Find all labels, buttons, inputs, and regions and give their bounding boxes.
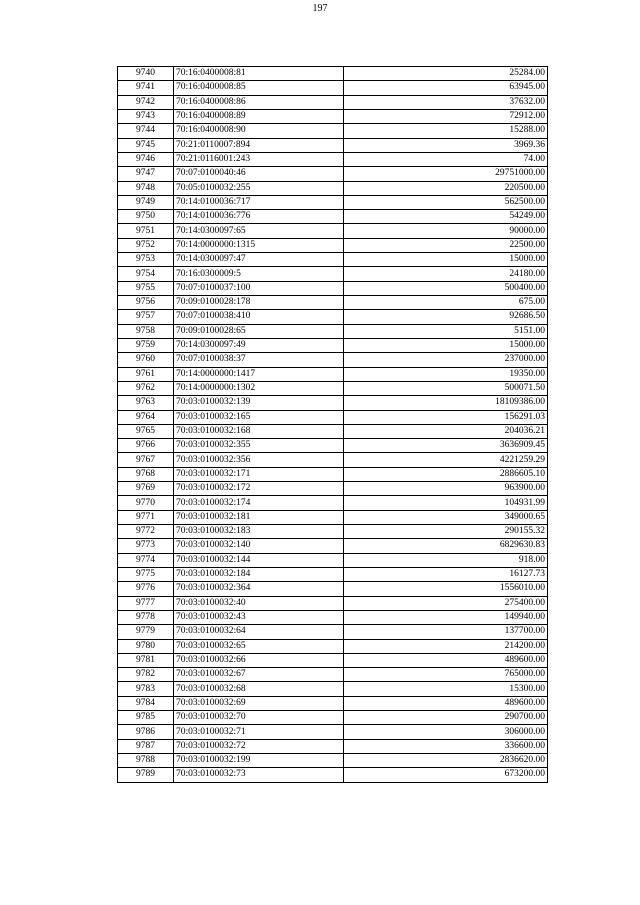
table-row (118, 739, 548, 753)
amount-cell: 92686.50 (344, 310, 548, 324)
amount-cell: 29751000.00 (344, 167, 548, 181)
amount-cell: 24180.00 (344, 267, 548, 281)
amount-cell: 15000.00 (344, 338, 548, 352)
amount-cell: 2886605.10 (344, 467, 548, 481)
amount-cell: 6829630.83 (344, 539, 548, 553)
cadastral-number-cell: 70:16:0300009:5 (174, 267, 344, 281)
row-number-cell: 9777 (118, 596, 174, 610)
cadastral-number-cell: 70:16:0400008:89 (174, 109, 344, 123)
row-number-cell: 9781 (118, 653, 174, 667)
row-number-cell: 9773 (118, 539, 174, 553)
amount-cell: 15288.00 (344, 124, 548, 138)
table-row (118, 95, 548, 109)
amount-cell: 500071.50 (344, 381, 548, 395)
row-number-cell: 9778 (118, 610, 174, 624)
row-number-cell: 9785 (118, 711, 174, 725)
table-row (118, 439, 548, 453)
table-row (118, 768, 548, 782)
table-row (118, 725, 548, 739)
table-row (118, 67, 548, 81)
table-row (118, 639, 548, 653)
amount-cell: 137700.00 (344, 625, 548, 639)
cadastral-number-cell: 70:03:0100032:66 (174, 653, 344, 667)
table-row (118, 109, 548, 123)
row-number-cell: 9761 (118, 367, 174, 381)
cadastral-number-cell: 70:03:0100032:43 (174, 610, 344, 624)
amount-cell: 489600.00 (344, 696, 548, 710)
table-row (118, 754, 548, 768)
cadastral-number-cell: 70:03:0100032:144 (174, 553, 344, 567)
table-row (118, 338, 548, 352)
row-number-cell: 9772 (118, 525, 174, 539)
amount-cell: 15300.00 (344, 682, 548, 696)
row-number-cell: 9776 (118, 582, 174, 596)
row-number-cell: 9740 (118, 67, 174, 81)
row-number-cell: 9762 (118, 381, 174, 395)
cadastral-number-cell: 70:07:0100038:410 (174, 310, 344, 324)
amount-cell: 963900.00 (344, 482, 548, 496)
cadastral-number-cell: 70:03:0100032:364 (174, 582, 344, 596)
row-number-cell: 9787 (118, 739, 174, 753)
cadastral-number-cell: 70:09:0100028:178 (174, 296, 344, 310)
cadastral-number-cell: 70:03:0100032:183 (174, 525, 344, 539)
row-number-cell: 9770 (118, 496, 174, 510)
page-number: 197 (312, 3, 328, 14)
cadastral-number-cell: 70:14:0100036:776 (174, 210, 344, 224)
row-number-cell: 9755 (118, 281, 174, 295)
table-row (118, 253, 548, 267)
table-row (118, 424, 548, 438)
table-row (118, 625, 548, 639)
row-number-cell: 9763 (118, 396, 174, 410)
row-number-cell: 9745 (118, 138, 174, 152)
amount-cell: 290700.00 (344, 711, 548, 725)
cadastral-number-cell: 70:03:0100032:65 (174, 639, 344, 653)
row-number-cell: 9742 (118, 95, 174, 109)
amount-cell: 675.00 (344, 296, 548, 310)
amount-cell: 220500.00 (344, 181, 548, 195)
amount-cell: 104931.99 (344, 496, 548, 510)
table-row (118, 525, 548, 539)
table-row (118, 610, 548, 624)
cadastral-number-cell: 70:03:0100032:171 (174, 467, 344, 481)
table-row (118, 596, 548, 610)
cadastral-number-cell: 70:14:0300097:65 (174, 224, 344, 238)
cadastral-number-cell: 70:07:0100040:46 (174, 167, 344, 181)
table-row (118, 281, 548, 295)
row-number-cell: 9759 (118, 338, 174, 352)
amount-cell: 37632.00 (344, 95, 548, 109)
table-row (118, 195, 548, 209)
table-row (118, 653, 548, 667)
amount-cell: 72912.00 (344, 109, 548, 123)
amount-cell: 22500.00 (344, 238, 548, 252)
cadastral-number-cell: 70:03:0100032:356 (174, 453, 344, 467)
amount-cell: 336600.00 (344, 739, 548, 753)
amount-cell: 3969.36 (344, 138, 548, 152)
amount-cell: 237000.00 (344, 353, 548, 367)
cadastral-number-cell: 70:03:0100032:67 (174, 668, 344, 682)
cadastral-number-cell: 70:03:0100032:73 (174, 768, 344, 782)
cadastral-number-cell: 70:03:0100032:140 (174, 539, 344, 553)
row-number-cell: 9758 (118, 324, 174, 338)
table-row (118, 539, 548, 553)
cadastral-number-cell: 70:03:0100032:184 (174, 567, 344, 581)
table-row (118, 668, 548, 682)
row-number-cell: 9780 (118, 639, 174, 653)
row-number-cell: 9746 (118, 152, 174, 166)
amount-cell: 63945.00 (344, 81, 548, 95)
row-number-cell: 9754 (118, 267, 174, 281)
table-row (118, 711, 548, 725)
table-row (118, 467, 548, 481)
table-row (118, 396, 548, 410)
amount-cell: 765000.00 (344, 668, 548, 682)
row-number-cell: 9786 (118, 725, 174, 739)
cadastral-number-cell: 70:05:0100032:255 (174, 181, 344, 195)
table-row (118, 367, 548, 381)
amount-cell: 290155.32 (344, 525, 548, 539)
amount-cell: 16127.73 (344, 567, 548, 581)
cadastral-number-cell: 70:14:0000000:1302 (174, 381, 344, 395)
amount-cell: 15000.00 (344, 253, 548, 267)
cadastral-number-cell: 70:03:0100032:172 (174, 482, 344, 496)
table-row (118, 682, 548, 696)
row-number-cell: 9764 (118, 410, 174, 424)
row-number-cell: 9757 (118, 310, 174, 324)
registry-table-body (118, 67, 548, 783)
cadastral-number-cell: 70:03:0100032:71 (174, 725, 344, 739)
table-row (118, 510, 548, 524)
amount-cell: 1556010.00 (344, 582, 548, 596)
amount-cell: 74.00 (344, 152, 548, 166)
cadastral-number-cell: 70:03:0100032:174 (174, 496, 344, 510)
row-number-cell: 9788 (118, 754, 174, 768)
cadastral-number-cell: 70:09:0100028:65 (174, 324, 344, 338)
table-row (118, 696, 548, 710)
cadastral-number-cell: 70:16:0400008:85 (174, 81, 344, 95)
table-row (118, 582, 548, 596)
row-number-cell: 9751 (118, 224, 174, 238)
amount-cell: 214200.00 (344, 639, 548, 653)
cadastral-number-cell: 70:16:0400008:90 (174, 124, 344, 138)
cadastral-number-cell: 70:14:0100036:717 (174, 195, 344, 209)
amount-cell: 5151.00 (344, 324, 548, 338)
cadastral-number-cell: 70:03:0100032:69 (174, 696, 344, 710)
row-number-cell: 9775 (118, 567, 174, 581)
amount-cell: 2836620.00 (344, 754, 548, 768)
table-row (118, 324, 548, 338)
row-number-cell: 9752 (118, 238, 174, 252)
row-number-cell: 9743 (118, 109, 174, 123)
cadastral-number-cell: 70:07:0100038:37 (174, 353, 344, 367)
cadastral-number-cell: 70:03:0100032:165 (174, 410, 344, 424)
table-row (118, 124, 548, 138)
amount-cell: 149940.00 (344, 610, 548, 624)
row-number-cell: 9769 (118, 482, 174, 496)
table-row (118, 453, 548, 467)
amount-cell: 54249.00 (344, 210, 548, 224)
cadastral-number-cell: 70:14:0000000:1315 (174, 238, 344, 252)
cadastral-number-cell: 70:07:0100037:100 (174, 281, 344, 295)
row-number-cell: 9747 (118, 167, 174, 181)
amount-cell: 349000.65 (344, 510, 548, 524)
row-number-cell: 9779 (118, 625, 174, 639)
table-row (118, 224, 548, 238)
cadastral-number-cell: 70:03:0100032:64 (174, 625, 344, 639)
cadastral-number-cell: 70:16:0400008:81 (174, 67, 344, 81)
table-row (118, 167, 548, 181)
row-number-cell: 9744 (118, 124, 174, 138)
amount-cell: 306000.00 (344, 725, 548, 739)
cadastral-number-cell: 70:03:0100032:72 (174, 739, 344, 753)
row-number-cell: 9782 (118, 668, 174, 682)
cadastral-number-cell: 70:03:0100032:181 (174, 510, 344, 524)
table-row (118, 210, 548, 224)
table-row (118, 410, 548, 424)
cadastral-number-cell: 70:14:0000000:1417 (174, 367, 344, 381)
amount-cell: 673200.00 (344, 768, 548, 782)
amount-cell: 275400.00 (344, 596, 548, 610)
cadastral-number-cell: 70:21:0110007:894 (174, 138, 344, 152)
cadastral-number-cell: 70:03:0100032:68 (174, 682, 344, 696)
table-row (118, 381, 548, 395)
table-row (118, 81, 548, 95)
table-row (118, 267, 548, 281)
registry-table (117, 66, 548, 783)
table-row (118, 553, 548, 567)
row-number-cell: 9765 (118, 424, 174, 438)
cadastral-number-cell: 70:03:0100032:168 (174, 424, 344, 438)
row-number-cell: 9760 (118, 353, 174, 367)
row-number-cell: 9767 (118, 453, 174, 467)
row-number-cell: 9756 (118, 296, 174, 310)
cadastral-number-cell: 70:14:0300097:47 (174, 253, 344, 267)
row-number-cell: 9750 (118, 210, 174, 224)
table-row (118, 181, 548, 195)
amount-cell: 25284.00 (344, 67, 548, 81)
table-row (118, 238, 548, 252)
cadastral-number-cell: 70:21:0116001:243 (174, 152, 344, 166)
row-number-cell: 9753 (118, 253, 174, 267)
row-number-cell: 9749 (118, 195, 174, 209)
amount-cell: 90000.00 (344, 224, 548, 238)
row-number-cell: 9774 (118, 553, 174, 567)
amount-cell: 489600.00 (344, 653, 548, 667)
table-row (118, 152, 548, 166)
table-row (118, 496, 548, 510)
amount-cell: 3636909.45 (344, 439, 548, 453)
table-row (118, 567, 548, 581)
row-number-cell: 9789 (118, 768, 174, 782)
table-row (118, 310, 548, 324)
cadastral-number-cell: 70:03:0100032:139 (174, 396, 344, 410)
row-number-cell: 9766 (118, 439, 174, 453)
table-row (118, 296, 548, 310)
amount-cell: 4221259.29 (344, 453, 548, 467)
table-row (118, 482, 548, 496)
amount-cell: 500400.00 (344, 281, 548, 295)
cadastral-number-cell: 70:14:0300097:49 (174, 338, 344, 352)
table-row (118, 353, 548, 367)
row-number-cell: 9741 (118, 81, 174, 95)
amount-cell: 156291.03 (344, 410, 548, 424)
cadastral-number-cell: 70:03:0100032:40 (174, 596, 344, 610)
cadastral-number-cell: 70:16:0400008:86 (174, 95, 344, 109)
cadastral-number-cell: 70:03:0100032:199 (174, 754, 344, 768)
cadastral-number-cell: 70:03:0100032:70 (174, 711, 344, 725)
row-number-cell: 9771 (118, 510, 174, 524)
amount-cell: 19350.00 (344, 367, 548, 381)
row-number-cell: 9784 (118, 696, 174, 710)
row-number-cell: 9783 (118, 682, 174, 696)
amount-cell: 204036.21 (344, 424, 548, 438)
amount-cell: 18109386.00 (344, 396, 548, 410)
amount-cell: 918.00 (344, 553, 548, 567)
table-row (118, 138, 548, 152)
amount-cell: 562500.00 (344, 195, 548, 209)
row-number-cell: 9768 (118, 467, 174, 481)
cadastral-number-cell: 70:03:0100032:355 (174, 439, 344, 453)
row-number-cell: 9748 (118, 181, 174, 195)
